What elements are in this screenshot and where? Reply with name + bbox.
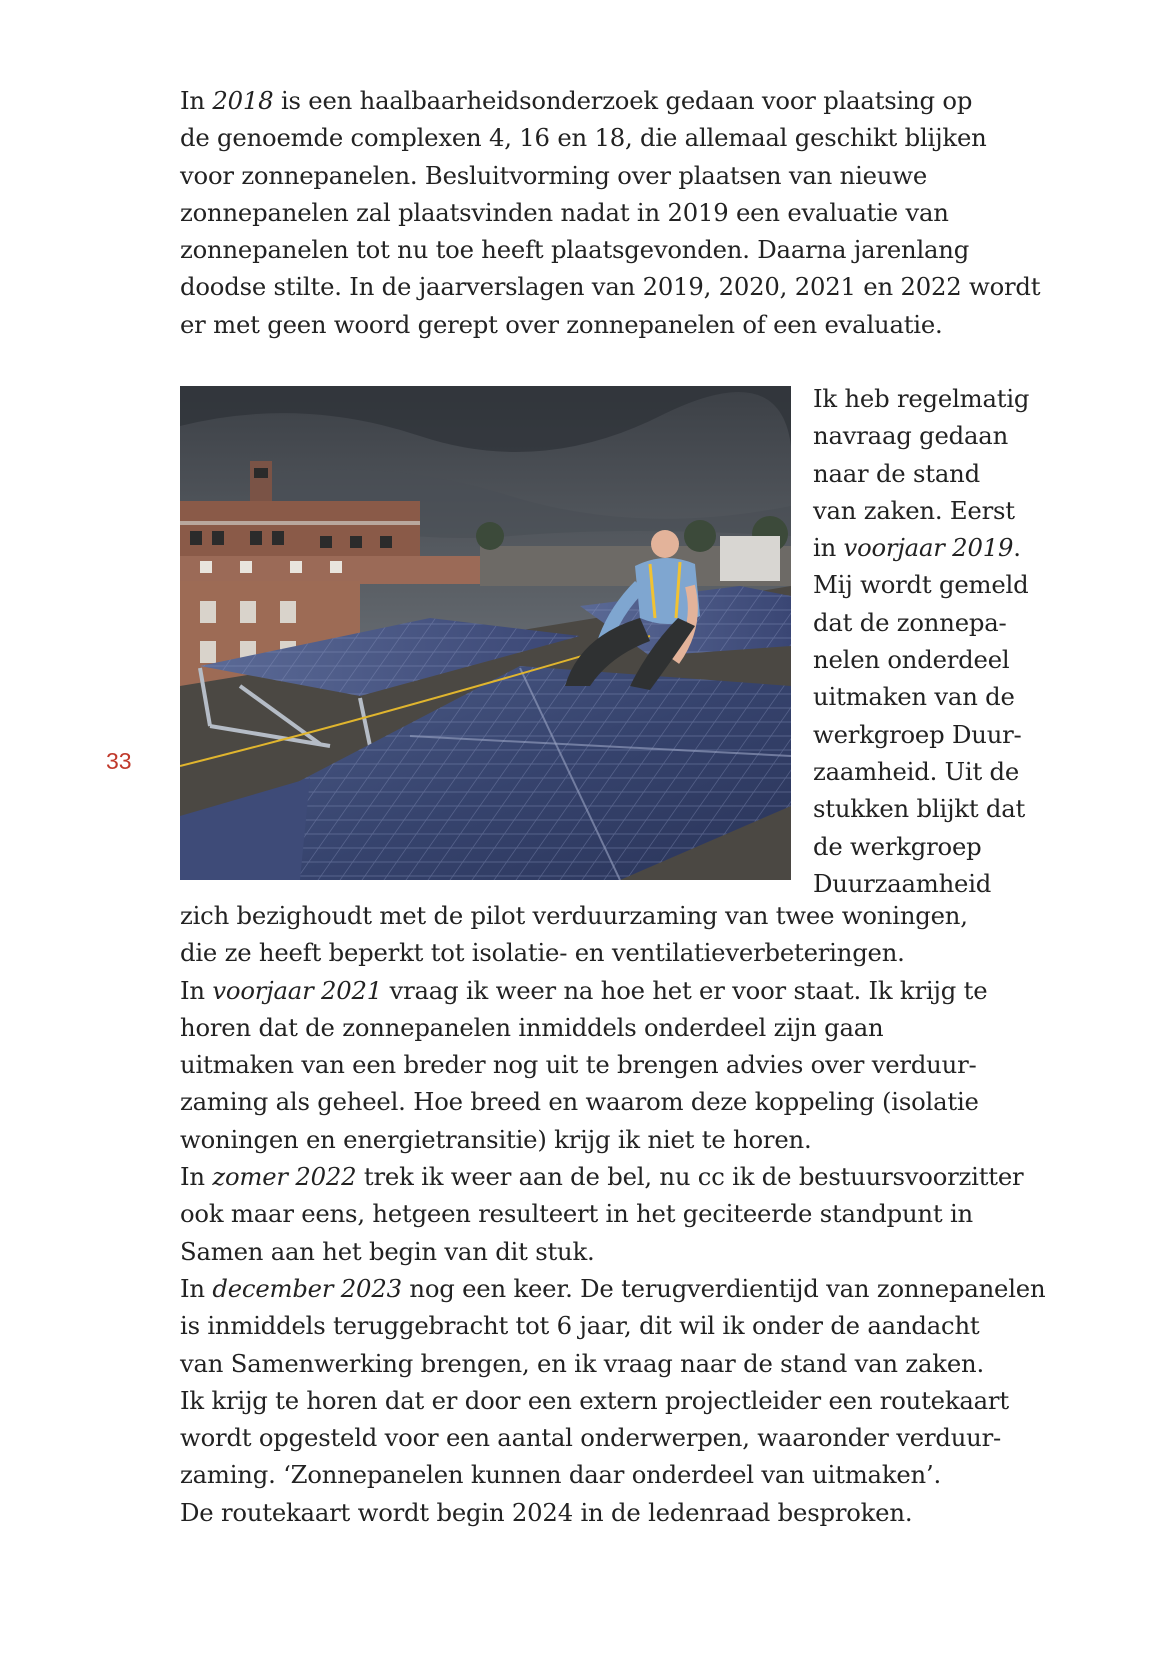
text-line: Duurzaamheid bbox=[813, 868, 992, 898]
text-line: wordt opgesteld voor een aantal onderwerpen, waaronder verduur- bbox=[180, 1423, 1002, 1453]
text-line: die ze heeft beperkt tot isolatie- en ventilatieverbeteringen. bbox=[180, 938, 905, 968]
text-line: uitmaken van een breder nog uit te brengen advies over verduur- bbox=[180, 1050, 977, 1080]
text-line: Ik krijg te horen dat er door een extern projectleider een routekaart bbox=[180, 1385, 1009, 1415]
text-line: de werkgroep bbox=[813, 831, 982, 861]
page-number: 33 bbox=[106, 748, 132, 774]
text-line: dat de zonnepa- bbox=[813, 607, 1007, 637]
text-line: zaming als geheel. Hoe breed en waarom deze koppeling (isolatie bbox=[180, 1087, 979, 1117]
text-line: werkgroep Duur- bbox=[813, 719, 1022, 749]
text-line: Ik heb regelmatig bbox=[813, 384, 1030, 413]
text-line: ook maar eens, hetgeen resulteert in het geciteerde standpunt in bbox=[180, 1199, 973, 1229]
text-line: zonnepanelen zal plaatsvinden nadat in 2019 een evaluatie van bbox=[180, 197, 949, 227]
text-line: navraag gedaan bbox=[813, 421, 1009, 451]
lower-paragraph bbox=[180, 897, 1048, 1531]
intro-paragraph bbox=[180, 82, 1048, 343]
text-line: is inmiddels teruggebracht tot 6 jaar, dit wil ik onder de aandacht bbox=[180, 1311, 980, 1341]
text-line: nelen onderdeel bbox=[813, 645, 1010, 675]
text-line: uitmaken van de bbox=[813, 682, 1015, 712]
text-line: naar de stand bbox=[813, 458, 980, 488]
text-line: doodse stilte. In de jaarverslagen van 2019, 2020, 2021 en 2022 wordt bbox=[180, 272, 1041, 302]
text-line: In december 2023 nog een keer. De terugverdientijd van zonnepanelen bbox=[180, 1273, 1046, 1303]
text-line: horen dat de zonnepanelen inmiddels onderdeel zijn gaan bbox=[180, 1012, 884, 1042]
text-line: zonnepanelen tot nu toe heeft plaatsgevonden. Daarna jarenlang bbox=[180, 235, 970, 265]
text-line: zaming. ‘Zonnepanelen kunnen daar onderdeel van uitmaken’. bbox=[180, 1460, 942, 1490]
text-line: zich bezighoudt met de pilot verduurzaming van twee woningen, bbox=[180, 901, 968, 930]
text-line: In voorjaar 2021 vraag ik weer na hoe het er voor staat. Ik krijg te bbox=[180, 975, 988, 1005]
text-line: van Samenwerking brengen, en ik vraag naar de stand van zaken. bbox=[180, 1348, 984, 1378]
text-line: er met geen woord gerept over zonnepanelen of een evaluatie. bbox=[180, 309, 943, 339]
text-line: De routekaart wordt begin 2024 in de ledenraad besproken. bbox=[180, 1497, 913, 1527]
text-line: van zaken. Eerst bbox=[813, 495, 1015, 525]
text-line: Samen aan het begin van dit stuk. bbox=[180, 1236, 595, 1266]
text-line: voor zonnepanelen. Besluitvorming over plaatsen van nieuwe bbox=[180, 160, 928, 190]
text-line: In 2018 is een haalbaarheidsonderzoek gedaan voor plaatsing op bbox=[180, 86, 973, 115]
side-column-text bbox=[813, 380, 1063, 902]
text-line: Mij wordt gemeld bbox=[813, 570, 1029, 600]
text-line: In zomer 2022 trek ik weer aan de bel, nu cc ik de bestuursvoorzitter bbox=[180, 1162, 1024, 1192]
text-line: stukken blijkt dat bbox=[813, 794, 1026, 824]
text-line: zaamheid. Uit de bbox=[813, 756, 1020, 786]
text-line: de genoemde complexen 4, 16 en 18, die allemaal geschikt blijken bbox=[180, 123, 987, 153]
text-line: woningen en energietransitie) krijg ik niet te horen. bbox=[180, 1124, 812, 1154]
text-line: in voorjaar 2019. bbox=[813, 533, 1021, 563]
solar-panel-photo bbox=[180, 386, 791, 880]
